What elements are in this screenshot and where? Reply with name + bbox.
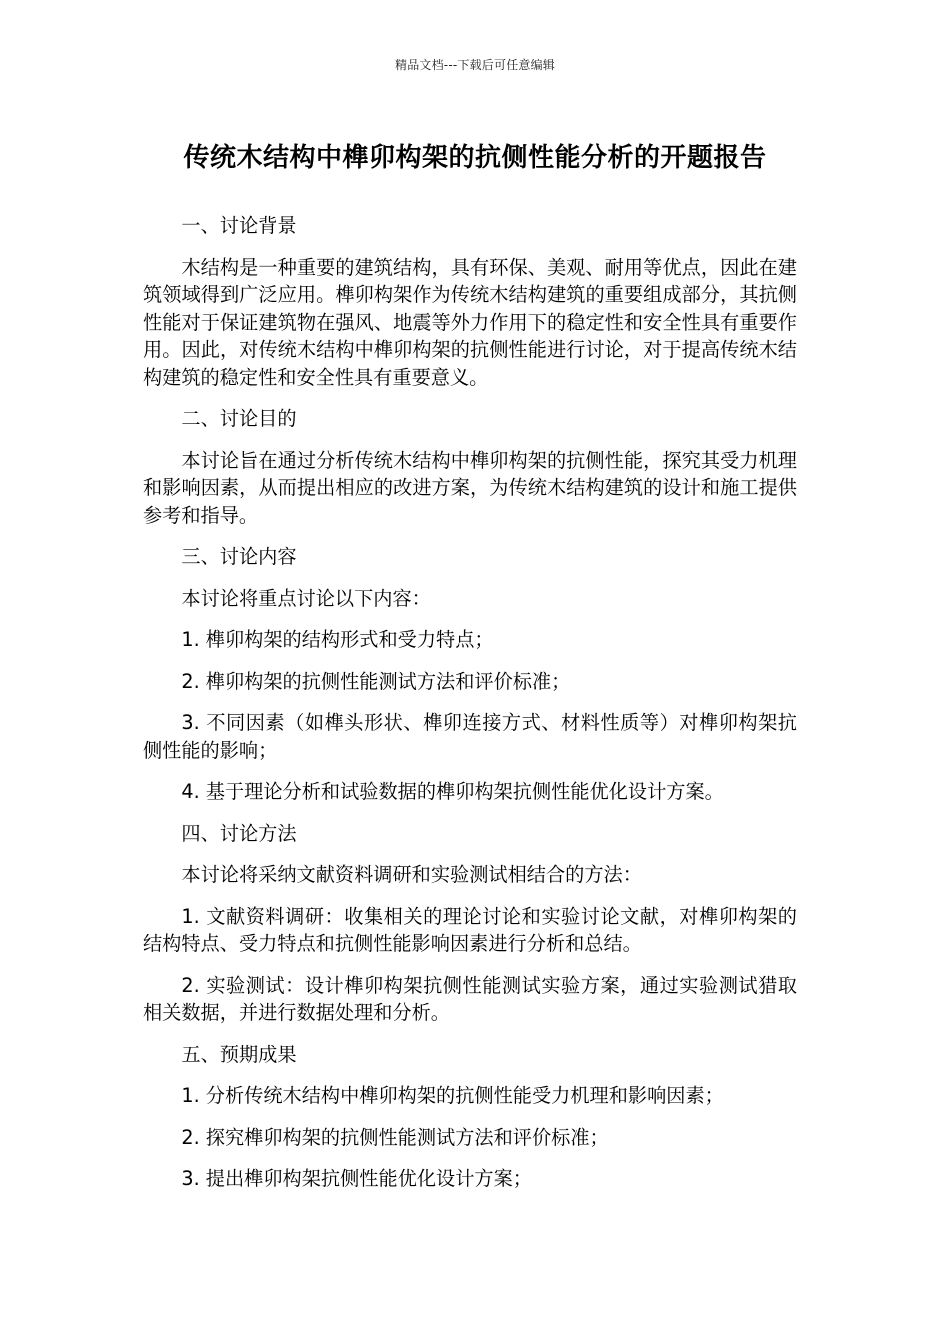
list-item-results-3: 3. 提出榫卯构架抗侧性能优化设计方案； [181,1167,532,1190]
list-item-content-3: 3. 不同因素（如榫头形状、榫卯连接方式、材料性质等）对榫卯构架抗侧性能的影响； [143,711,797,762]
list-item-content-2: 2. 榫卯构架的抗侧性能测试方法和评价标准； [181,669,571,693]
list-item-content-4: 4. 基于理论分析和试验数据的榫卯构架抗侧性能优化设计方案。 [181,780,724,803]
list-item-results-2: 2. 探究榫卯构架的抗侧性能测试方法和评价标准； [181,1125,609,1149]
paragraph-background: 木结构是一种重要的建筑结构，具有环保、美观、耐用等优点，因此在建筑领域得到广泛应用。榫卯构架作为传统木结构建筑的重要组成部分，其抗侧性能对于保证建筑物在强风、地震等外力作用下的稳定性和安全性具有重要作用。因此，对传统木结构中榫卯构架的抗侧性能进行讨论，对于提高传统木结构建筑的稳定性和安全性具有重要意义。 [143,255,797,389]
section-heading-background: 一、讨论背景 [181,214,297,237]
list-item-method-1: 1. 文献资料调研：收集相关的理论讨论和实验讨论文献，对榫卯构架的结构特点、受力特点和抗侧性能影响因素进行分析和总结。 [143,904,797,955]
paragraph-method-intro: 本讨论将采纳文献资料调研和实验测试相结合的方法： [181,863,642,886]
document-title: 传统木结构中榫卯构架的抗侧性能分析的开题报告 [183,143,767,173]
section-heading-content: 三、讨论内容 [181,545,297,568]
list-item-content-1: 1. 榫卯构架的结构形式和受力特点； [181,628,494,651]
paragraph-purpose: 本讨论旨在通过分析传统木结构中榫卯构架的抗侧性能，探究其受力机理和影响因素，从而提出相应的改进方案，为传统木结构建筑的设计和施工提供参考和指导。 [143,448,797,527]
document-body [143,212,797,1207]
section-heading-results: 五、预期成果 [181,1042,297,1066]
section-heading-purpose: 二、讨论目的 [181,407,297,430]
section-heading-method: 四、讨论方法 [181,821,297,845]
list-item-results-1: 1. 分析传统木结构中榫卯构架的抗侧性能受力机理和影响因素； [181,1084,724,1107]
paragraph-content-intro: 本讨论将重点讨论以下内容： [181,586,431,610]
list-item-method-2: 2. 实验测试：设计榫卯构架抗侧性能测试实验方案，通过实验测试猎取相关数据，并进行数据处理和分析。 [143,973,797,1024]
header-note: 精品文档---下载后可任意编辑 [395,58,555,72]
